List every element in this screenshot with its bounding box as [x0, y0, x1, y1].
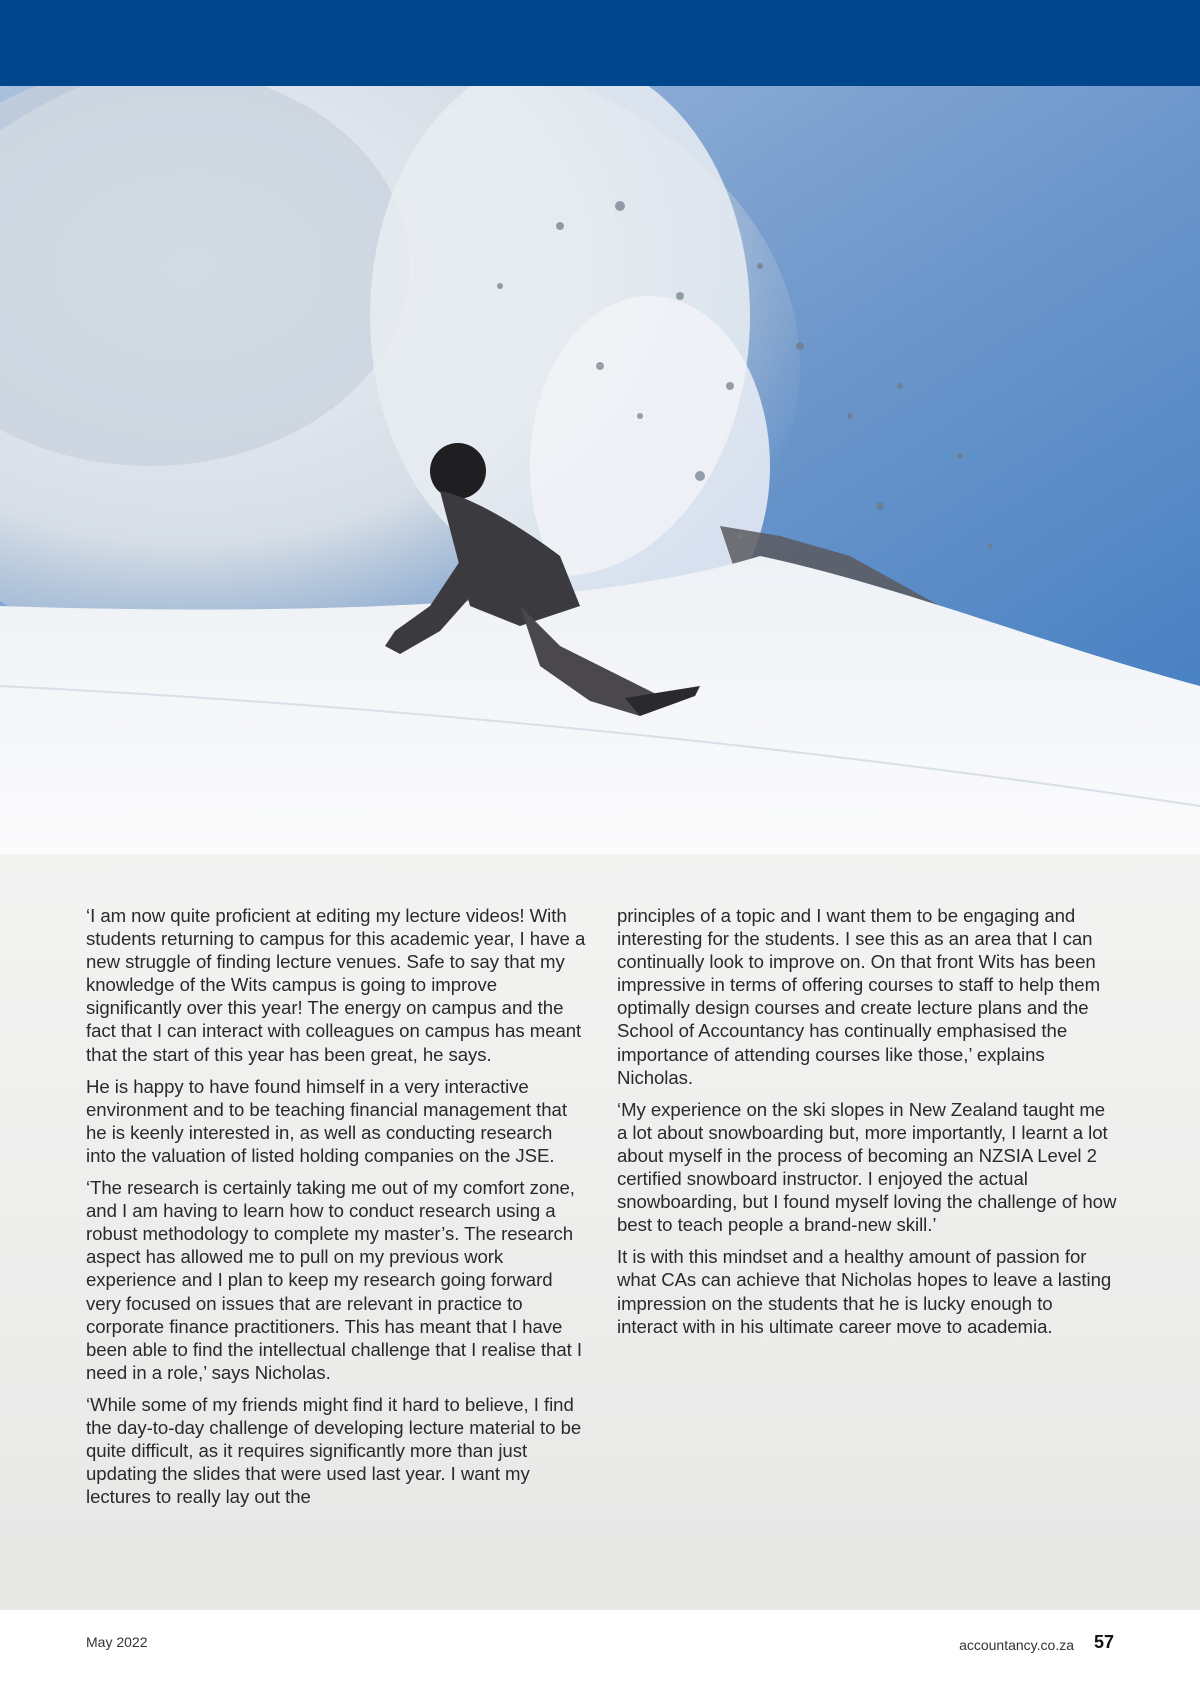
- paragraph: ‘The research is certainly taking me out of my comfort zone, and I am having to learn how to conduct research using a robust methodology to complete my master’s. The research aspect has allowed me to pull on my previous work experience and I plan to keep my research going forward very focused on issues that are relevant in practice to corporate finance practitioners. This has meant that I have been able to find the intellectual challenge that I realise that I need in a role,’ says Nicholas.: [86, 1177, 582, 1383]
- paragraph: ‘While some of my friends might find it hard to believe, I find the day-to-day challenge of developing lecture material to be quite difficult, as it requires significantly more than just updating the slides that were used last year. I want my lectures to really lay out the: [86, 1393, 582, 1508]
- snowboarder-icon: [0, 86, 1200, 854]
- article-left-column: [86, 904, 586, 1517]
- paragraph: It is with this mindset and a healthy amount of passion for what CAs can achieve that Nicholas hopes to leave a lasting impression on the students that he is lucky enough to interact with in his ultimate career move to academia.: [617, 1246, 1112, 1337]
- paragraph: principles of a topic and I want them to be engaging and interesting for the students. I see this as an area that I can continually look to improve on. On that front Wits has been impressive in terms of offering courses to staff to help them optimally design courses and create lecture plans and the School of Accountancy has continually emphasised the importance of attending courses like those,’ explains Nicholas.: [617, 905, 1101, 1088]
- paragraph: ‘My experience on the ski slopes in New Zealand taught me a lot about snowboarding but, more importantly, I learnt a lot about myself in the process of becoming an NZSIA Level 2 certified snowboard instructor. I enjoyed the actual snowboarding, but I found myself loving the challenge of how best to teach people a brand-new skill.’: [617, 1098, 1117, 1236]
- footer-date: May 2022: [86, 1634, 148, 1650]
- header-bar: [0, 0, 1200, 86]
- footer-site: accountancy.co.za: [959, 1637, 1074, 1653]
- article-right-column: [617, 904, 1117, 1347]
- paragraph: ‘I am now quite proficient at editing my lecture videos! With students returning to campus for this academic year, I have a new struggle of finding lecture venues. Safe to say that my knowledge of the Wits campus is going to improve significantly over this year! The energy on campus and the fact that I can interact with colleagues on campus has meant that the start of this year has been great, he says.: [86, 905, 586, 1065]
- paragraph: He is happy to have found himself in a very interactive environment and to be teaching financial management that he is keenly interested in, as well as conducting research into the valuation of listed holding companies on the JSE.: [86, 1075, 567, 1166]
- snowboarder-photo: [0, 86, 1200, 854]
- page-footer: [0, 1610, 1200, 1696]
- page-number: 57: [1093, 1632, 1114, 1652]
